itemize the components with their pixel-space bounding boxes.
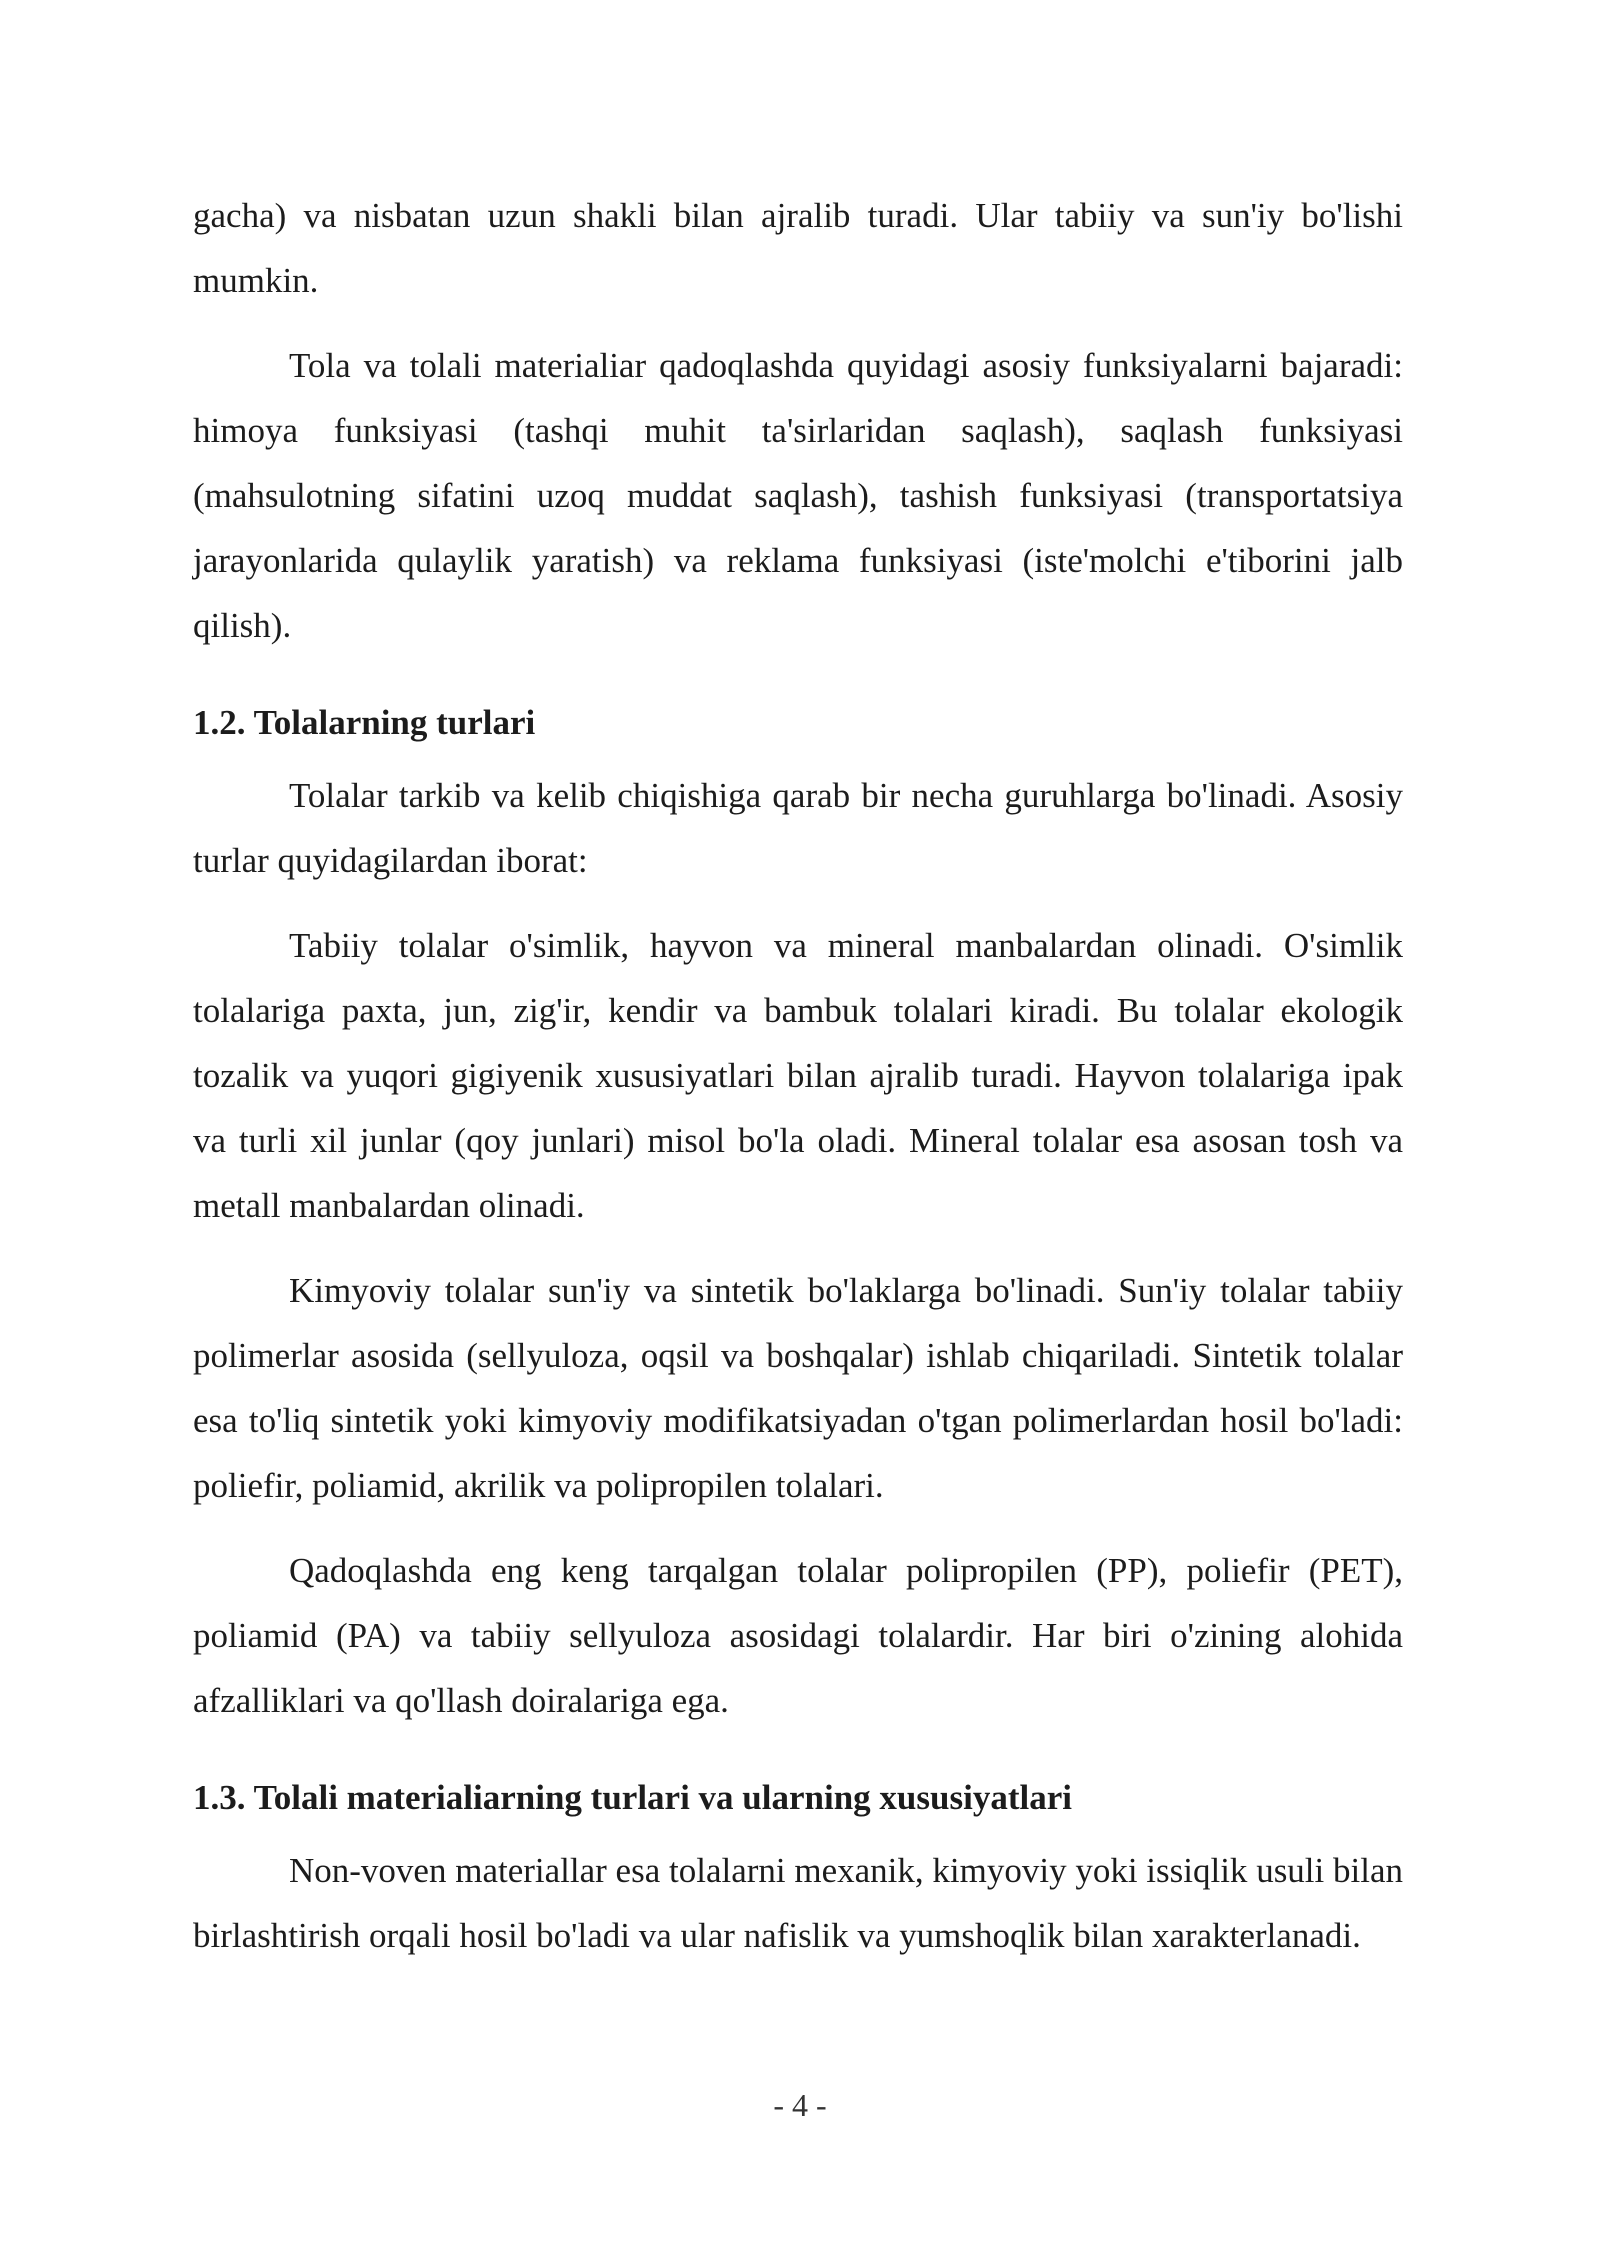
section-heading-1-3: 1.3. Tolali materialiarning turlari va ularning xususiyatlari (193, 1778, 1072, 1817)
page-body (193, 183, 1403, 1968)
paragraph-chemical-fibers: Kimyoviy tolalar sun'iy va sintetik bo'laklarga bo'linadi. Sun'iy tolalar tabiiy polimerlar asosida (sellyuloza, oqsil va boshqalar) ishlab chiqariladi. Sintetik tolalar esa to'liq sintetik yoki kimyoviy modifikatsiyadan o'tgan polimerlardan hosil bo'ladi: poliefir, poliamid, akrilik va polipropilen tolalari. (193, 1271, 1403, 1505)
page-number: - 4 - (773, 2087, 827, 2123)
section-heading-1-2: 1.2. Tolalarning turlari (193, 703, 536, 742)
paragraph-nonwoven: Non-voven materiallar esa tolalarni mexanik, kimyoviy yoki issiqlik usuli bilan birlashtirish orqali hosil bo'ladi va ular nafislik va yumshoqlik bilan xarakterlanadi. (193, 1851, 1403, 1955)
paragraph-packaging-fibers: Qadoqlashda eng keng tarqalgan tolalar polipropilen (PP), poliefir (PET), poliamid (PA) va tabiiy sellyuloza asosidagi tolalardir. Har biri o'zining alohida afzalliklari va qo'llash doiralariga ega. (193, 1551, 1403, 1720)
paragraph-functions: Tola va tolali materialiar qadoqlashda quyidagi asosiy funksiyalarni bajaradi: himoya funksiyasi (tashqi muhit ta'sirlaridan saqlash), saqlash funksiyasi (mahsulotning sifatini uzoq muddat saqlash), tashish funksiyasi (transportatsiya jarayonlarida qulaylik yaratish) va reklama funksiyasi (iste'molchi e'tiborini jalb qilish). (193, 346, 1403, 645)
paragraph-natural-fibers: Tabiiy tolalar o'simlik, hayvon va mineral manbalardan olinadi. O'simlik tolalariga paxta, jun, zig'ir, kendir va bambuk tolalari kiradi. Bu tolalar ekologik tozalik va yuqori gigiyenik xususiyatlari bilan ajralib turadi. Hayvon tolalariga ipak va turli xil junlar (qoy junlari) misol bo'la oladi. Mineral tolalar esa asosan tosh va metall manbalardan olinadi. (193, 926, 1403, 1225)
paragraph-continuation: gacha) va nisbatan uzun shakli bilan ajralib turadi. Ular tabiiy va sun'iy bo'lishi mumkin. (193, 196, 1403, 300)
paragraph-fiber-groups: Tolalar tarkib va kelib chiqishiga qarab bir necha guruhlarga bo'linadi. Asosiy turlar quyidagilardan iborat: (193, 776, 1403, 880)
